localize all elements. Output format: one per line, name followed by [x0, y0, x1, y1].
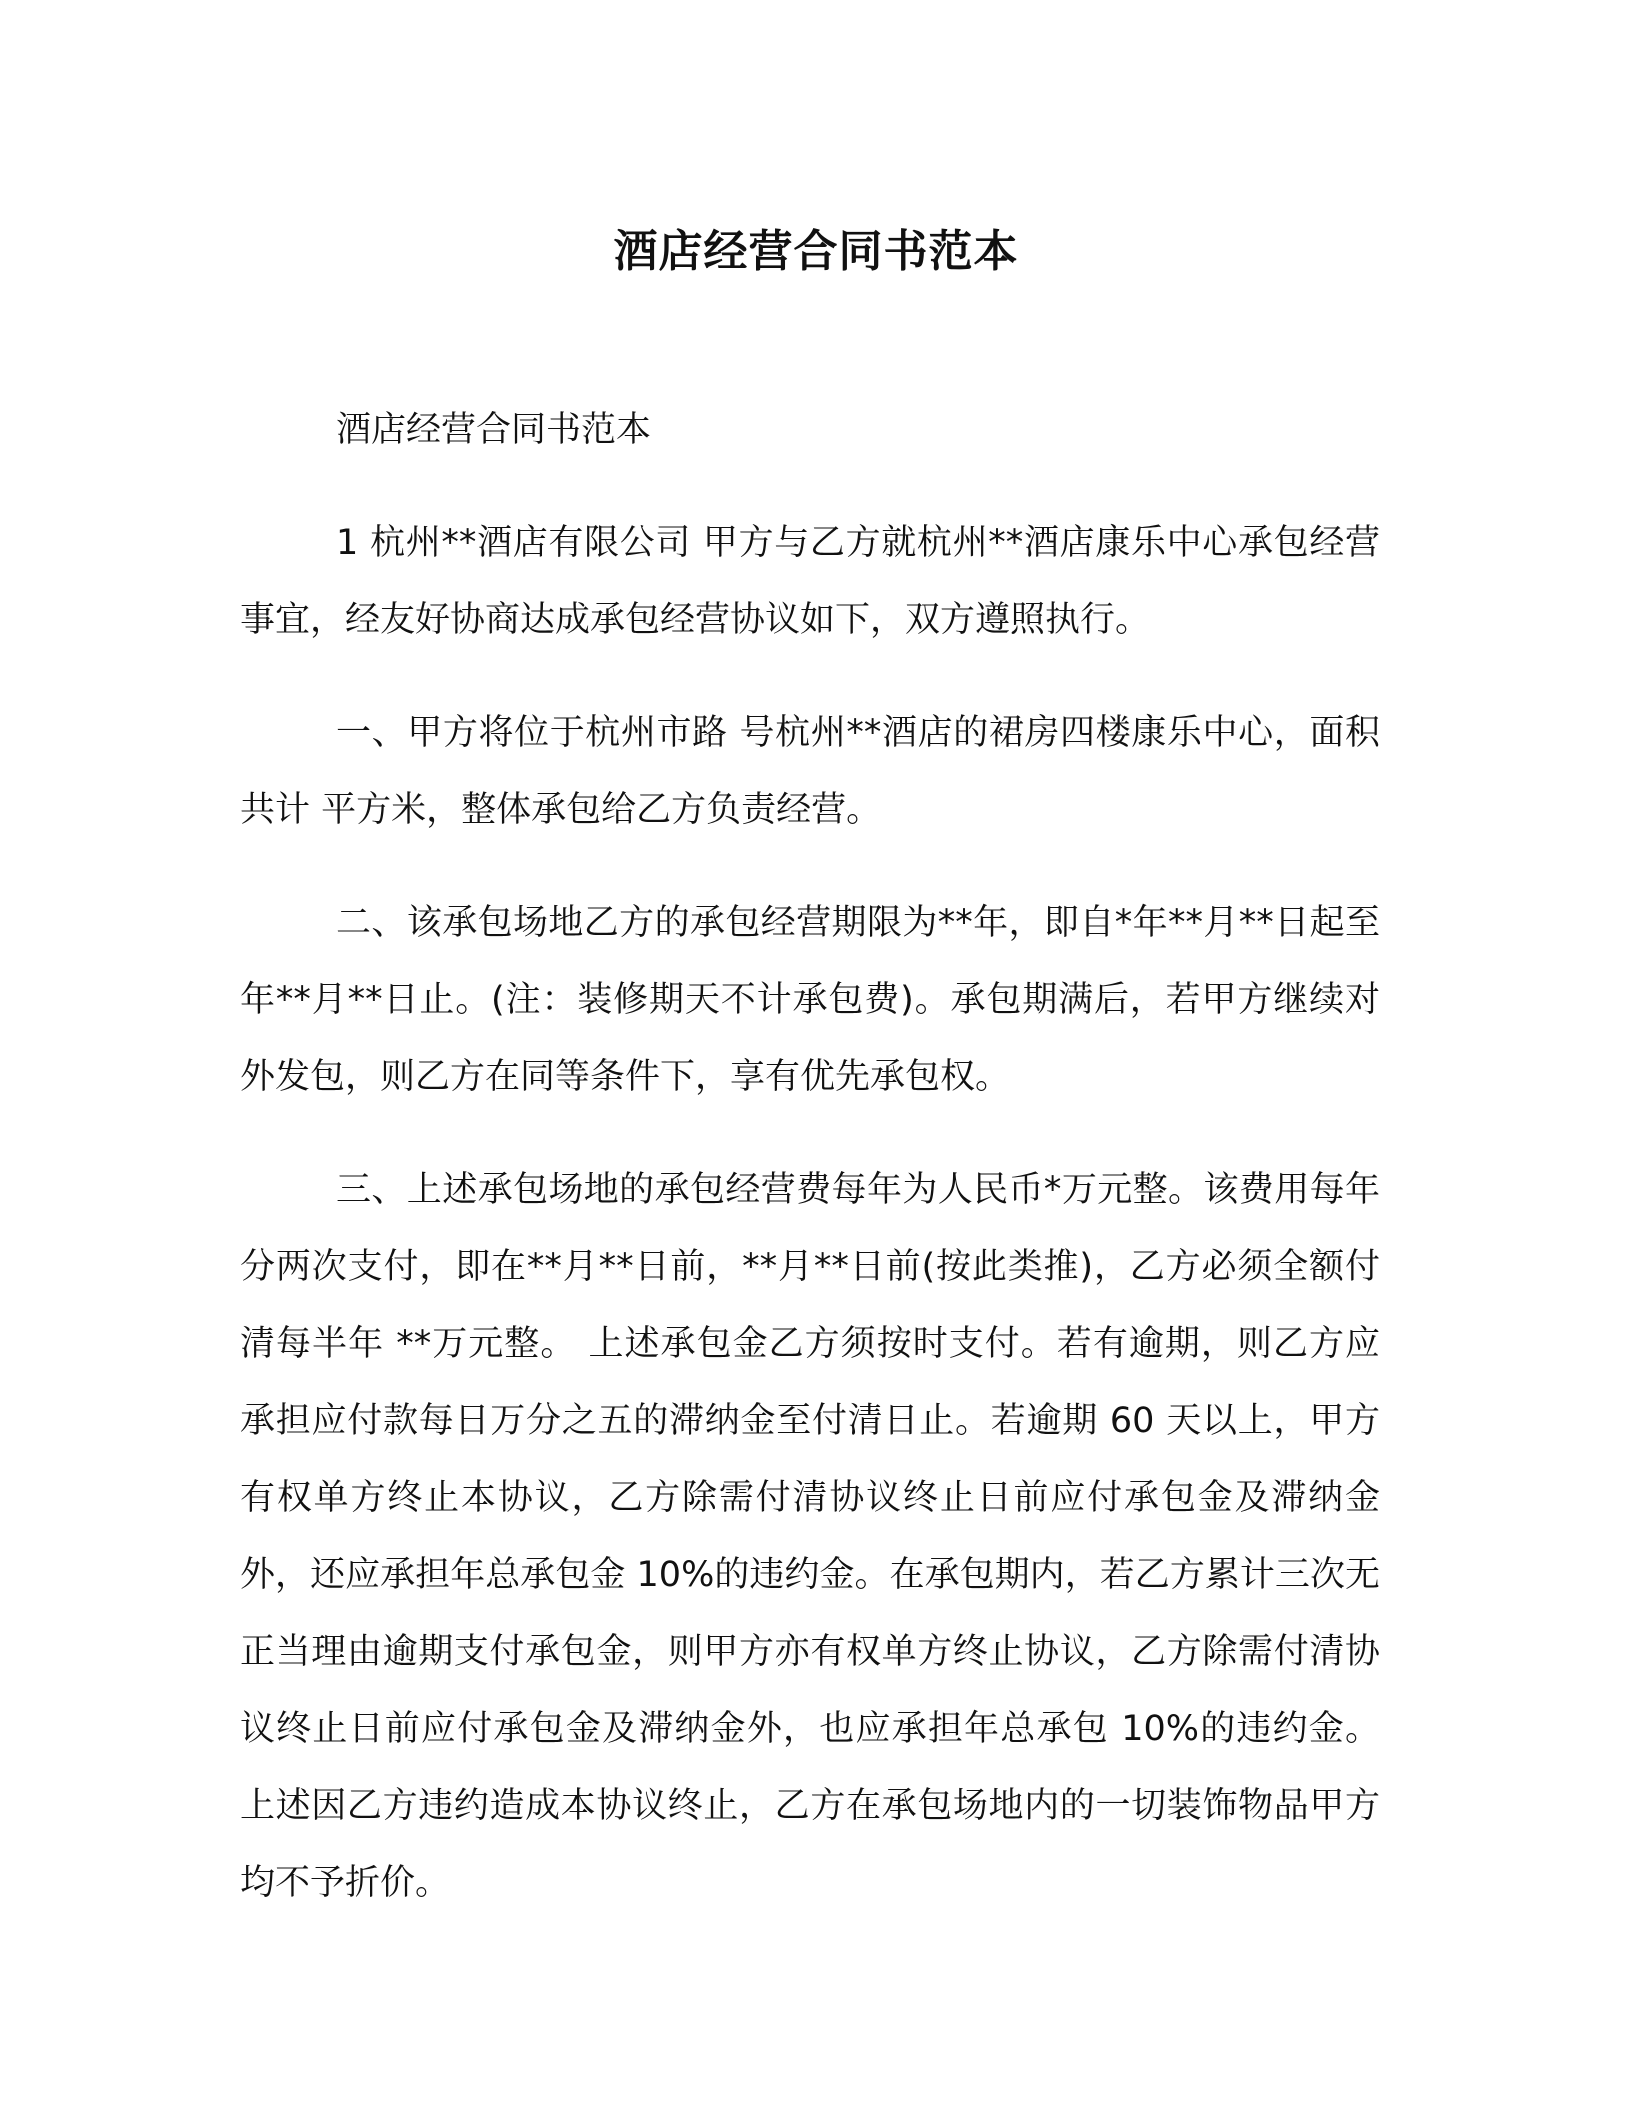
- document-title: 酒店经营合同书范本: [613, 226, 1019, 277]
- paragraph-clause-2: 二、该承包场地乙方的承包经营期限为**年，即自*年**月**日起至 年**月**日止。(注：装修期天不计承包费)。承包期满后，若甲方继续对外发包，则乙方在同等条件下，享有优先承包权。: [240, 903, 1380, 1097]
- document-body: [240, 392, 1380, 1958]
- paragraph-subtitle: 酒店经营合同书范本: [336, 410, 652, 450]
- paragraph-intro: 1 杭州**酒店有限公司 甲方与乙方就杭州**酒店康乐中心承包经营事宜，经友好协商达成承包经营协议如下，双方遵照执行。: [240, 523, 1380, 640]
- paragraph-clause-1: 一、甲方将位于杭州市路 号杭州**酒店的裙房四楼康乐中心，面积共计 平方米，整体承包给乙方负责经营。: [240, 713, 1380, 830]
- paragraph-clause-3: 三、上述承包场地的承包经营费每年为人民币*万元整。该费用每年分两次支付，即在**月**日前，**月**日前(按此类推)，乙方必须全额付清每半年 **万元整。 上述承包金乙方须按时支付。若有逾期，则乙方应承担应付款每日万分之五的滞纳金至付清日止。若逾期 60 天以上，甲方有权单方终止本协议，乙方除需付清协议终止日前应付承包金及滞纳金外，还应承担年总承包金 10%的违约金。在承包期内，若乙方累计三次无正当理由逾期支付承包金，则甲方亦有权单方终止协议，乙方除需付清协议终止日前应付承包金及滞纳金外，也应承担年总承包 10%的违约金。 上述因乙方违约造成本协议终止，乙方在承包场地内的一切装饰物品甲方均不予折价。: [240, 1170, 1380, 1903]
